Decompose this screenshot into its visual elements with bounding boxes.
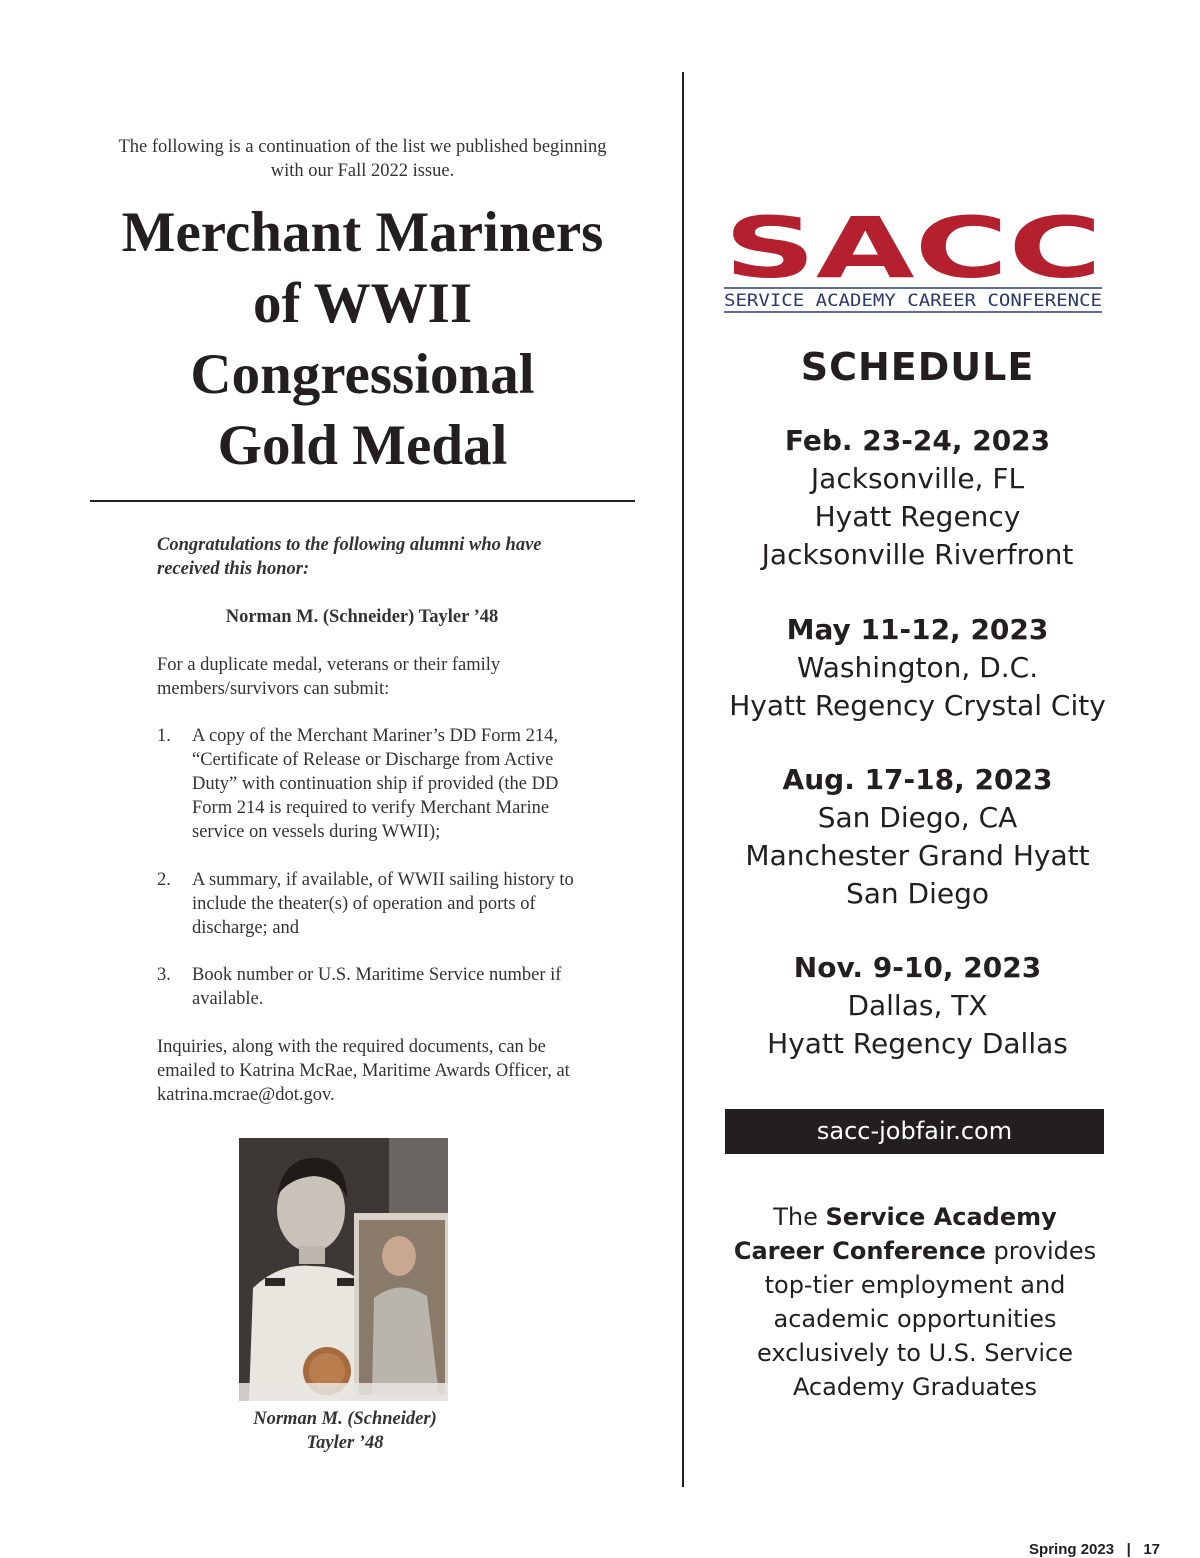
- list-text: A summary, if available, of WWII sailing history to include the theater(s) of operation and ports of discharge; and: [192, 870, 574, 938]
- blurb-text: provides top-tier employment and academic opportunities exclusively to U.S. Service Academy Graduates: [757, 1237, 1097, 1401]
- event-venue: San Diego: [845, 877, 990, 910]
- duplicate-medal-text: For a duplicate medal, veterans or their family members/survivors can submit:: [157, 655, 501, 699]
- sacc-description: [725, 1200, 1105, 1404]
- event-date: Nov. 9-10, 2023: [793, 951, 1042, 984]
- issue-label: Spring 2023: [1029, 1541, 1115, 1558]
- sacc-logo: [722, 205, 1104, 315]
- event-location: Dallas, TX: [847, 989, 988, 1022]
- event-date: Feb. 23-24, 2023: [784, 424, 1051, 457]
- schedule-event: [725, 422, 1110, 574]
- blurb-organization: Service Academy Career Conference: [733, 1203, 1057, 1265]
- page-number: 17: [1143, 1541, 1160, 1558]
- inquiries-text: Inquiries, along with the required documents, can be emailed to Katrina McRae, Maritime Awards Officer, at katrina.mcrae@dot.gov.: [157, 1037, 570, 1105]
- event-venue: Hyatt Regency: [814, 500, 1021, 533]
- schedule-event: [725, 611, 1110, 725]
- footer-separator: |: [1126, 1541, 1131, 1558]
- honoree-name: Norman M. (Schneider) Tayler ’48: [225, 607, 499, 627]
- event-venue: Jacksonville Riverfront: [761, 538, 1074, 571]
- list-item: [157, 963, 577, 1011]
- event-venue: Hyatt Regency Crystal City: [729, 689, 1106, 722]
- logo-subtitle: SERVICE ACADEMY CAREER CONFERENCE: [724, 291, 1102, 311]
- article-headline: [80, 197, 645, 481]
- list-text: A copy of the Merchant Mariner’s DD Form 214, “Certificate of Release or Discharge from Active Duty” with continuation ship if provided (the DD Form 214 is required to verify Merchant Marine service on vessels during WWII);: [192, 726, 559, 842]
- photo-caption: [220, 1407, 470, 1455]
- honoree-photo: [239, 1138, 448, 1401]
- event-date: Aug. 17-18, 2023: [782, 763, 1053, 796]
- event-venue: Hyatt Regency Dallas: [767, 1027, 1068, 1060]
- headline-rule: [90, 500, 635, 502]
- schedule-event: [725, 949, 1110, 1063]
- headline-line: Congressional: [190, 343, 535, 406]
- list-number: 3.: [157, 965, 171, 985]
- event-location: San Diego, CA: [817, 801, 1018, 834]
- congratulations-text: Congratulations to the following alumni who have received this honor:: [157, 535, 542, 579]
- list-item: [157, 724, 577, 844]
- caption-line: Tayler ’48: [306, 1433, 384, 1453]
- list-number: 2.: [157, 870, 171, 890]
- website-link[interactable]: sacc-jobfair.com: [725, 1109, 1104, 1154]
- event-location: Jacksonville, FL: [810, 462, 1025, 495]
- list-text: Book number or U.S. Maritime Service number if available.: [192, 965, 562, 1009]
- event-date: May 11-12, 2023: [786, 613, 1049, 646]
- event-venue: Manchester Grand Hyatt: [745, 839, 1090, 872]
- schedule-heading: SCHEDULE: [800, 345, 1035, 389]
- caption-line: Norman M. (Schneider): [253, 1409, 437, 1429]
- headline-line: Gold Medal: [217, 414, 508, 477]
- headline-line: Merchant Mariners: [121, 201, 604, 264]
- headline-line: of WWII: [252, 272, 473, 335]
- logo-wordmark: SACC: [724, 205, 1102, 297]
- schedule-event: [725, 761, 1110, 913]
- column-divider: [682, 72, 684, 1487]
- blurb-text: The: [773, 1203, 826, 1231]
- list-number: 1.: [157, 726, 171, 746]
- event-location: Washington, D.C.: [796, 651, 1039, 684]
- intro-note: The following is a continuation of the list we published beginning with our Fall 2022 issue.: [118, 137, 607, 181]
- list-item: [157, 868, 577, 940]
- page-footer: [1029, 1541, 1160, 1558]
